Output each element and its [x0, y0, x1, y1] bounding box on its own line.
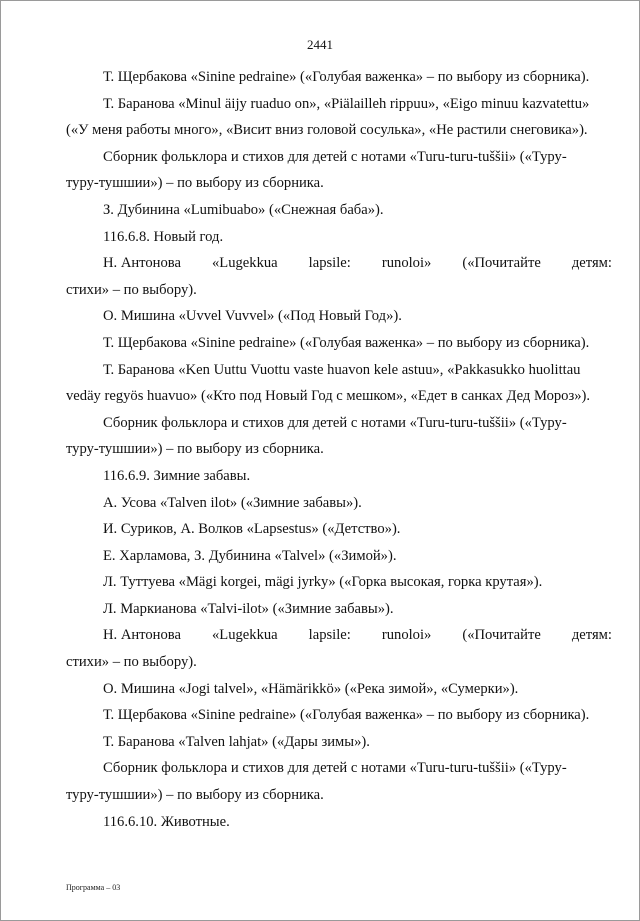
text-line: 116.6.10. Животные.	[103, 813, 230, 830]
page-footer: Программа – 03	[66, 883, 121, 892]
text-line: Л. Туттуева «Mägi korgei, mägi jyrky» («Горка высокая, горка крутая»).	[103, 574, 543, 591]
text-line: Сборник фольклора и стихов для детей с нотами «Turu-turu-tuššii» («Туру-	[103, 760, 567, 777]
text-line: Сборник фольклора и стихов для детей с нотами «Turu-turu-tuššii» («Туру-	[103, 148, 567, 165]
text-line: 116.6.9. Зимние забавы.	[103, 467, 251, 484]
text-line: И. Суриков, А. Волков «Lapsestus» («Детство»).	[103, 521, 401, 538]
text-line: Т. Щербакова «Sinine pedraine» («Голубая важенка» – по выбору из сборника).	[103, 334, 590, 351]
text-line: vedäy regyös huavuo» («Кто под Новый Год с мешком», «Едет в санках Дед Мороз»).	[66, 388, 591, 405]
text-word: «Lugekkua	[211, 627, 278, 644]
text-line: туру-тушшии») – по выбору из сборника.	[66, 787, 324, 804]
text-line: О. Мишина «Jogi talvel», «Hämärikkö» («Река зимой», «Сумерки»).	[103, 680, 519, 697]
document-body	[66, 64, 612, 835]
text-line: Л. Маркианова «Talvi-ilot» («Зимние забавы»).	[103, 600, 394, 617]
text-word: Н. Антонова	[103, 627, 181, 644]
text-line: Т. Щербакова «Sinine pedraine» («Голубая важенка» – по выбору из сборника).	[103, 707, 590, 724]
text-line: Е. Харламова, З. Дубинина «Talvel» («Зимой»).	[103, 547, 397, 564]
text-word: («Почитайте	[462, 627, 541, 644]
text-line	[66, 622, 612, 649]
page-number: 2441	[307, 37, 333, 52]
text-word: детям:	[571, 627, 612, 644]
text-word: («Почитайте	[462, 255, 541, 272]
text-line: Т. Баранова «Talven lahjat» («Дары зимы»).	[103, 733, 370, 750]
text-word: детям:	[571, 255, 612, 272]
text-line: 116.6.8. Новый год.	[103, 228, 224, 245]
text-line: («У меня работы много», «Висит вниз головой сосулька», «Не растили снеговика»).	[66, 122, 588, 139]
text-line: О. Мишина «Uvvel Vuvvel» («Под Новый Год»).	[103, 308, 402, 325]
text-line	[66, 250, 612, 277]
text-line: стихи» – по выбору).	[66, 281, 197, 298]
text-word: runoloi»	[381, 255, 432, 272]
text-line: Сборник фольклора и стихов для детей с нотами «Turu-turu-tuššii» («Туру-	[103, 414, 567, 431]
text-line: туру-тушшии») – по выбору из сборника.	[66, 441, 324, 458]
text-line: Т. Баранова «Minul äijy ruaduo on», «Piälailleh rippuu», «Eigo minuu kazvatettu»	[103, 95, 590, 112]
text-word: lapsile:	[308, 627, 351, 644]
text-line: Т. Щербакова «Sinine pedraine» («Голубая важенка» – по выбору из сборника).	[103, 69, 590, 85]
text-line: А. Усова «Talven ilot» («Зимние забавы»).	[103, 494, 362, 511]
text-word: runoloi»	[381, 627, 432, 644]
text-word: Н. Антонова	[103, 255, 181, 272]
text-line: Т. Баранова «Ken Uuttu Vuottu vaste huavon kele astuu», «Pakkasukko huolittau	[103, 361, 581, 378]
text-line: стихи» – по выбору).	[66, 654, 197, 671]
text-word: lapsile:	[308, 255, 351, 272]
text-word: «Lugekkua	[211, 255, 278, 272]
text-line: туру-тушшии») – по выбору из сборника.	[66, 175, 324, 192]
text-line: З. Дубинина «Lumibuabo» («Снежная баба»).	[103, 201, 384, 218]
